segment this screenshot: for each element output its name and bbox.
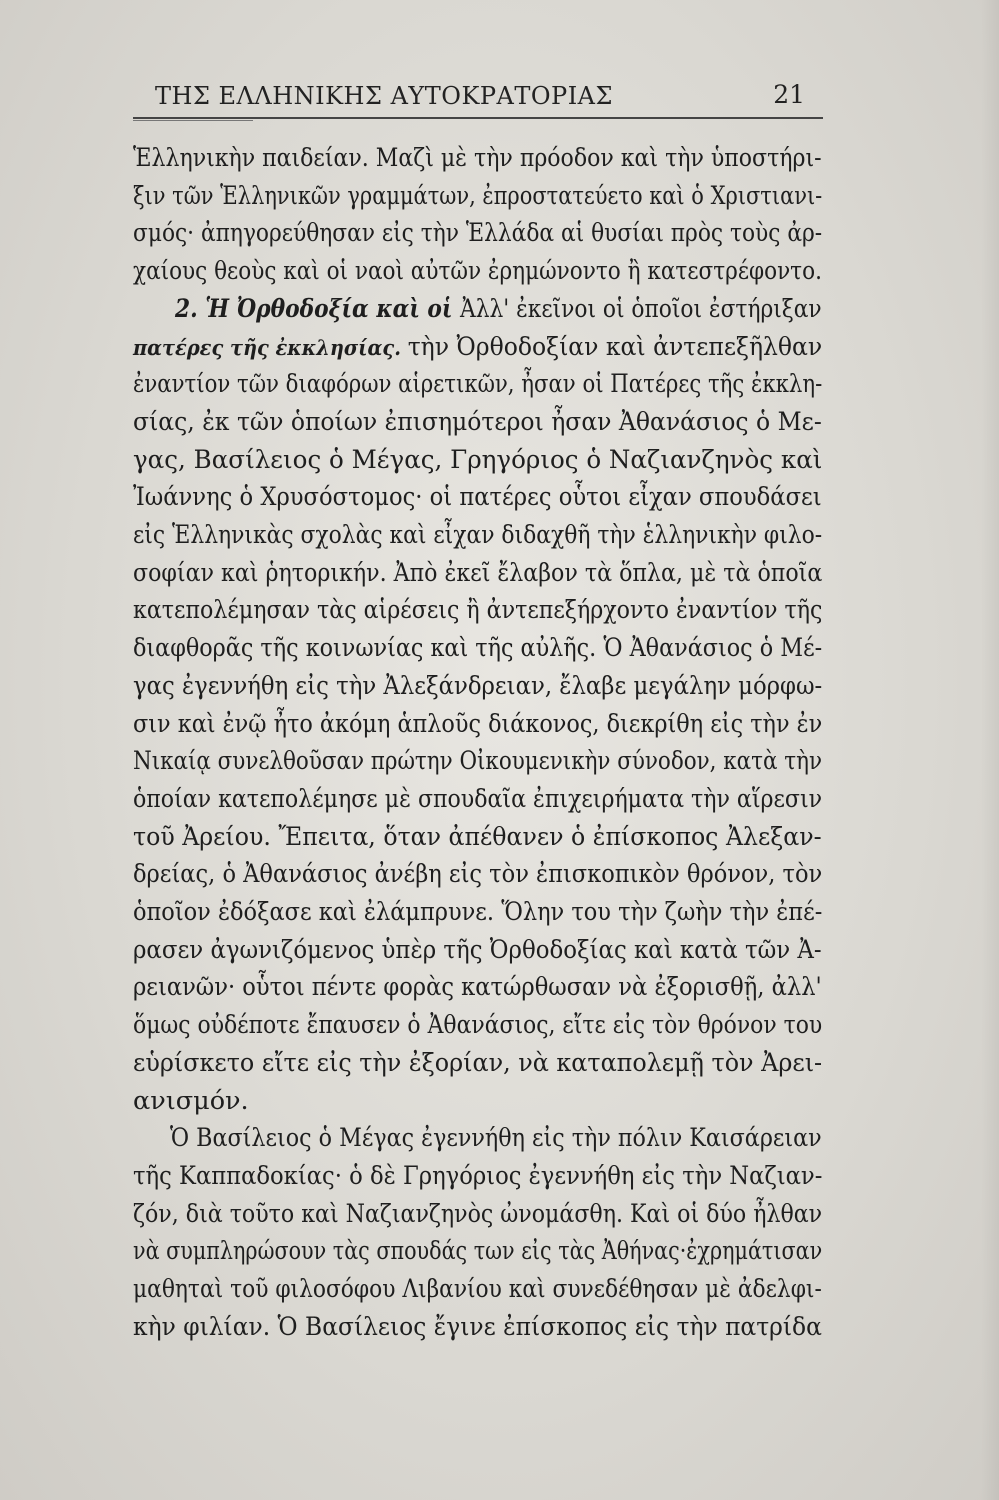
text-line: ὁποῖον ἐδόξασε καὶ ἐλάμπρυνε. Ὅλην του τὴν ζωὴν τὴν ἐπέ-	[133, 897, 823, 927]
running-header	[133, 78, 805, 118]
text-line: γας, Βασίλειος ὁ Μέγας, Γρηγόριος ὁ Ναζιανζηνὸς καὶ	[133, 444, 823, 475]
text-line: νὰ συμπληρώσουν τὰς σπουδάς των εἰς τὰς Ἀθήνας·ἐχρημάτισαν	[133, 1236, 823, 1267]
text-line: ἐναντίον τῶν διαφόρων αἱρετικῶν, ἦσαν οἱ Πατέρες τῆς ἐκκλη-	[133, 369, 823, 400]
header-rule	[133, 117, 823, 119]
text-line: σμός· ἀπηγορεύθησαν εἰς τὴν Ἑλλάδα αἱ θυσίαι πρὸς τοὺς ἀρ-	[133, 218, 823, 249]
text-line: ὅμως οὐδέποτε ἔπαυσεν ὁ Ἀθανάσιος, εἴτε εἰς τὸν θρόνον του	[133, 1010, 823, 1041]
text-line: σίας, ἐκ τῶν ὁποίων ἐπισημότεροι ἦσαν Ἀθανάσιος ὁ Με-	[133, 406, 822, 437]
text-line: χαίους θεοὺς καὶ οἱ ναοὶ αὐτῶν ἐρημώνοντο ἢ κατεστρέφοντο.	[133, 256, 822, 287]
text-line: τῆς Καππαδοκίας· ὁ δὲ Γρηγόριος ἐγεννήθη εἰς τὴν Ναζιαν-	[133, 1160, 823, 1191]
text-line: δρείας, ὁ Ἀθανάσιος ἀνέβη εἰς τὸν ἐπισκοπικὸν θρόνον, τὸν	[133, 859, 823, 890]
text-line: μαθηταὶ τοῦ φιλοσόφου Λιβανίου καὶ συνεδέθησαν μὲ ἀδελφι-	[133, 1274, 822, 1304]
text-line: σοφίαν καὶ ῥητορικήν. Ἀπὸ ἐκεῖ ἔλαβον τὰ ὅπλα, μὲ τὰ ὁποῖα	[133, 557, 823, 588]
text-line: ξιν τῶν Ἑλληνικῶν γραμμάτων, ἐπροστατεύετο καὶ ὁ Χριστιανι-	[133, 180, 823, 211]
text-line: εὑρίσκετο εἴτε εἰς τὴν ἐξορίαν, νὰ καταπολεμῇ τὸν Ἀρει-	[133, 1047, 823, 1078]
text-line: γας ἐγεννήθη εἰς τὴν Ἀλεξάνδρειαν, ἔλαβε μεγάλην μόρφω-	[133, 670, 823, 701]
section-heading-line: 2. Ἡ Ὀρθοδοξία καὶ οἱ Ἀλλ' ἐκεῖνοι οἱ ὁποῖοι ἐστήριξαν	[175, 293, 822, 324]
text-line: ρειανῶν· οὗτοι πέντε φορὰς κατώρθωσαν νὰ ἐξορισθῇ, ἀλλ'	[133, 972, 822, 1003]
text-line: κατεπολέμησαν τὰς αἱρέσεις ἢ ἀντεπεξήρχοντο ἐναντίον τῆς	[133, 595, 823, 626]
section-heading-line: πατέρες τῆς ἐκκλησίας. τὴν Ὀρθοδοξίαν καὶ ἀντεπεξῆλθαν	[133, 331, 823, 362]
text-line: Ὁ Βασίλειος ὁ Μέγας ἐγεννήθη εἰς τὴν πόλιν Καισάρειαν	[170, 1123, 822, 1154]
text-line: σιν καὶ ἐνῷ ἦτο ἀκόμη ἁπλοῦς διάκονος, διεκρίθη εἰς τὴν ἐν	[133, 708, 823, 739]
text-line: ρασεν ἀγωνιζόμενος ὑπὲρ τῆς Ὀρθοδοξίας καὶ κατὰ τῶν Ἀ-	[133, 934, 822, 965]
page-edge-shadow	[981, 0, 999, 1500]
text-line: Ἰωάννης ὁ Χρυσόστομος· οἱ πατέρες οὗτοι εἶχαν σπουδάσει	[133, 482, 822, 513]
text-line: κὴν φιλίαν. Ὁ Βασίλειος ἔγινε ἐπίσκοπος εἰς τὴν πατρίδα	[133, 1311, 822, 1342]
text-line: Ἑλληνικὴν παιδείαν. Μαζὶ μὲ τὴν πρόοδον καὶ τὴν ὑποστήρι-	[133, 143, 822, 173]
page-number: 21	[773, 80, 805, 109]
text-line: ανισμόν.	[133, 1085, 249, 1116]
text-line: ζόν, διὰ τοῦτο καὶ Ναζιανζηνὸς ὠνομάσθη. Καὶ οἱ δύο ἦλθαν	[133, 1198, 823, 1229]
text-line: Νικαίᾳ συνελθοῦσαν πρώτην Οἰκουμενικὴν σύνοδον, κατὰ τὴν	[133, 746, 822, 777]
text-line: τοῦ Ἀρείου. Ἔπειτα, ὅταν ἀπέθανεν ὁ ἐπίσκοπος Ἀλεξαν-	[133, 821, 822, 852]
running-header-title: ΤΗΣ ΕΛΛΗΝΙΚΗΣ ΑΥΤΟΚΡΑΤΟΡΙΑΣ	[155, 82, 613, 110]
text-line: ὁποίαν κατεπολέμησε μὲ σπουδαῖα ἐπιχειρήματα τὴν αἵρεσιν	[133, 783, 823, 814]
header-rule-accent	[133, 120, 253, 121]
text-line: εἰς Ἑλληνικὰς σχολὰς καὶ εἶχαν διδαχθῆ τὴν ἑλληνικὴν φιλο-	[133, 520, 823, 550]
text-line: διαφθορᾶς τῆς κοινωνίας καὶ τῆς αὐλῆς. Ὁ Ἀθανάσιος ὁ Μέ-	[133, 633, 823, 664]
